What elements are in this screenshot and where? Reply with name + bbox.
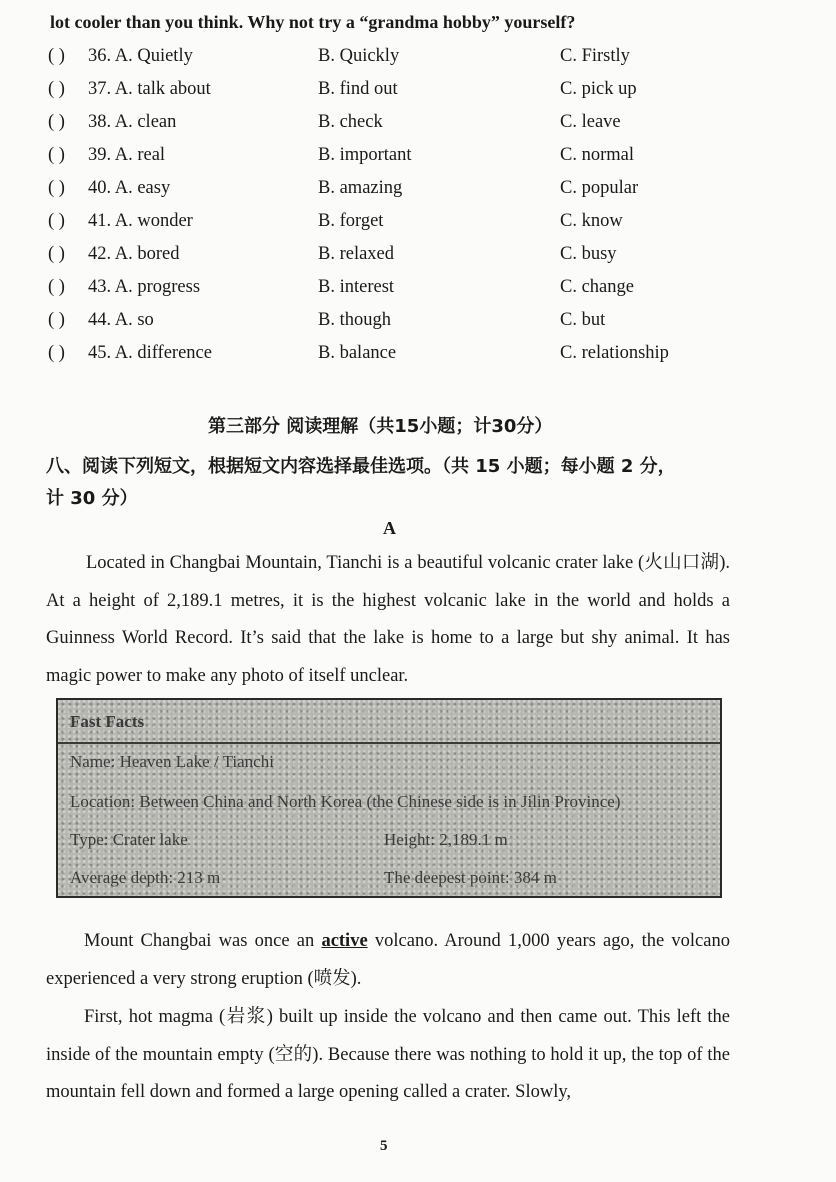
option-b: B. balance: [318, 343, 397, 363]
fact-average-depth: Average depth: 213 m: [70, 868, 221, 887]
fact-deepest-point: The deepest point: 384 m: [384, 868, 557, 887]
page-number: 5: [380, 1138, 388, 1154]
fast-facts-box: [56, 698, 722, 898]
option-a: 41. A. wonder: [88, 211, 193, 231]
instructions-line-1: 八、阅读下列短文，根据短文内容选择最佳选项。（共 15 小题；每小题 2 分，: [46, 456, 676, 477]
fact-name: Name: Heaven Lake / Tianchi: [70, 752, 274, 771]
instructions-line-2: 计 30 分）: [46, 488, 138, 509]
option-b: B. interest: [318, 277, 395, 297]
option-a: 44. A. so: [88, 310, 154, 330]
option-b: B. though: [318, 310, 391, 330]
option-c: C. busy: [560, 244, 617, 264]
question-row: [48, 46, 768, 76]
answer-blank[interactable]: ( ): [48, 145, 65, 165]
question-row: [48, 178, 768, 208]
option-c: C. relationship: [560, 343, 669, 363]
option-b: B. important: [318, 145, 412, 165]
paragraph-3: First, hot magma (岩浆) built up inside the volcano and then came out. This left the inside of the mountain empty (空的). Because there was nothing to hold it up, the top of the mountain fell down and formed a large opening called a crater. Slowly,: [46, 1007, 730, 1102]
option-a: 36. A. Quietly: [88, 46, 193, 66]
underlined-word: active: [321, 931, 368, 951]
paragraph-2-end: volcano. Around 1,000 years ago, the volcano experienced a very strong eruption (喷发).: [46, 931, 730, 989]
option-c: C. leave: [560, 112, 621, 132]
option-a: 45. A. difference: [88, 343, 212, 363]
answer-blank[interactable]: ( ): [48, 277, 65, 297]
option-a: 43. A. progress: [88, 277, 201, 297]
fact-location: Location: Between China and North Korea (the Chinese side is in Jilin Province): [70, 792, 621, 811]
option-a: 37. A. talk about: [88, 79, 211, 99]
paragraph-1: Located in Changbai Mountain, Tianchi is a beautiful volcanic crater lake (火山口湖). At a height of 2,189.1 metres, it is the highest volcanic lake in the world and holds a Guinness World Record. It’s said that the lake is home to a large but shy animal. It has magic power to make any photo of itself unclear.: [46, 553, 730, 686]
question-row: [48, 211, 768, 241]
option-a: 40. A. easy: [88, 178, 171, 198]
section-title: 第三部分 阅读理解（共15小题；计30分）: [208, 416, 553, 437]
option-b: B. find out: [318, 79, 398, 99]
fast-facts-title: Fast Facts: [70, 712, 145, 731]
option-c: C. popular: [560, 178, 639, 198]
option-a: 39. A. real: [88, 145, 166, 165]
option-c: C. change: [560, 277, 634, 297]
question-row: [48, 310, 768, 340]
fast-facts-header: [58, 700, 720, 744]
option-a: 38. A. clean: [88, 112, 177, 132]
option-c: C. but: [560, 310, 606, 330]
option-a: 42. A. bored: [88, 244, 180, 264]
option-c: C. pick up: [560, 79, 637, 99]
fact-height: Height: 2,189.1 m: [384, 830, 508, 849]
answer-blank[interactable]: ( ): [48, 343, 65, 363]
intro-line: lot cooler than you think. Why not try a “grandma hobby” yourself?: [50, 12, 576, 32]
answer-blank[interactable]: ( ): [48, 211, 65, 231]
fact-type: Type: Crater lake: [70, 830, 188, 849]
option-b: B. amazing: [318, 178, 403, 198]
paragraph-2-start: Mount Changbai was once an: [84, 931, 322, 951]
option-c: C. know: [560, 211, 623, 231]
answer-blank[interactable]: ( ): [48, 112, 65, 132]
option-c: C. Firstly: [560, 46, 630, 66]
answer-blank[interactable]: ( ): [48, 310, 65, 330]
answer-blank[interactable]: ( ): [48, 79, 65, 99]
question-row: [48, 244, 768, 274]
option-b: B. relaxed: [318, 244, 395, 264]
question-row: [48, 112, 768, 142]
option-b: B. Quickly: [318, 46, 400, 66]
option-b: B. forget: [318, 211, 384, 231]
answer-blank[interactable]: ( ): [48, 178, 65, 198]
question-row: [48, 343, 768, 373]
option-c: C. normal: [560, 145, 634, 165]
answer-blank[interactable]: ( ): [48, 46, 65, 66]
question-row: [48, 277, 768, 307]
passage-label: A: [383, 518, 396, 538]
paragraph-2: [46, 923, 730, 998]
question-row: [48, 79, 768, 109]
answer-blank[interactable]: ( ): [48, 244, 65, 264]
question-row: [48, 145, 768, 175]
option-b: B. check: [318, 112, 383, 132]
